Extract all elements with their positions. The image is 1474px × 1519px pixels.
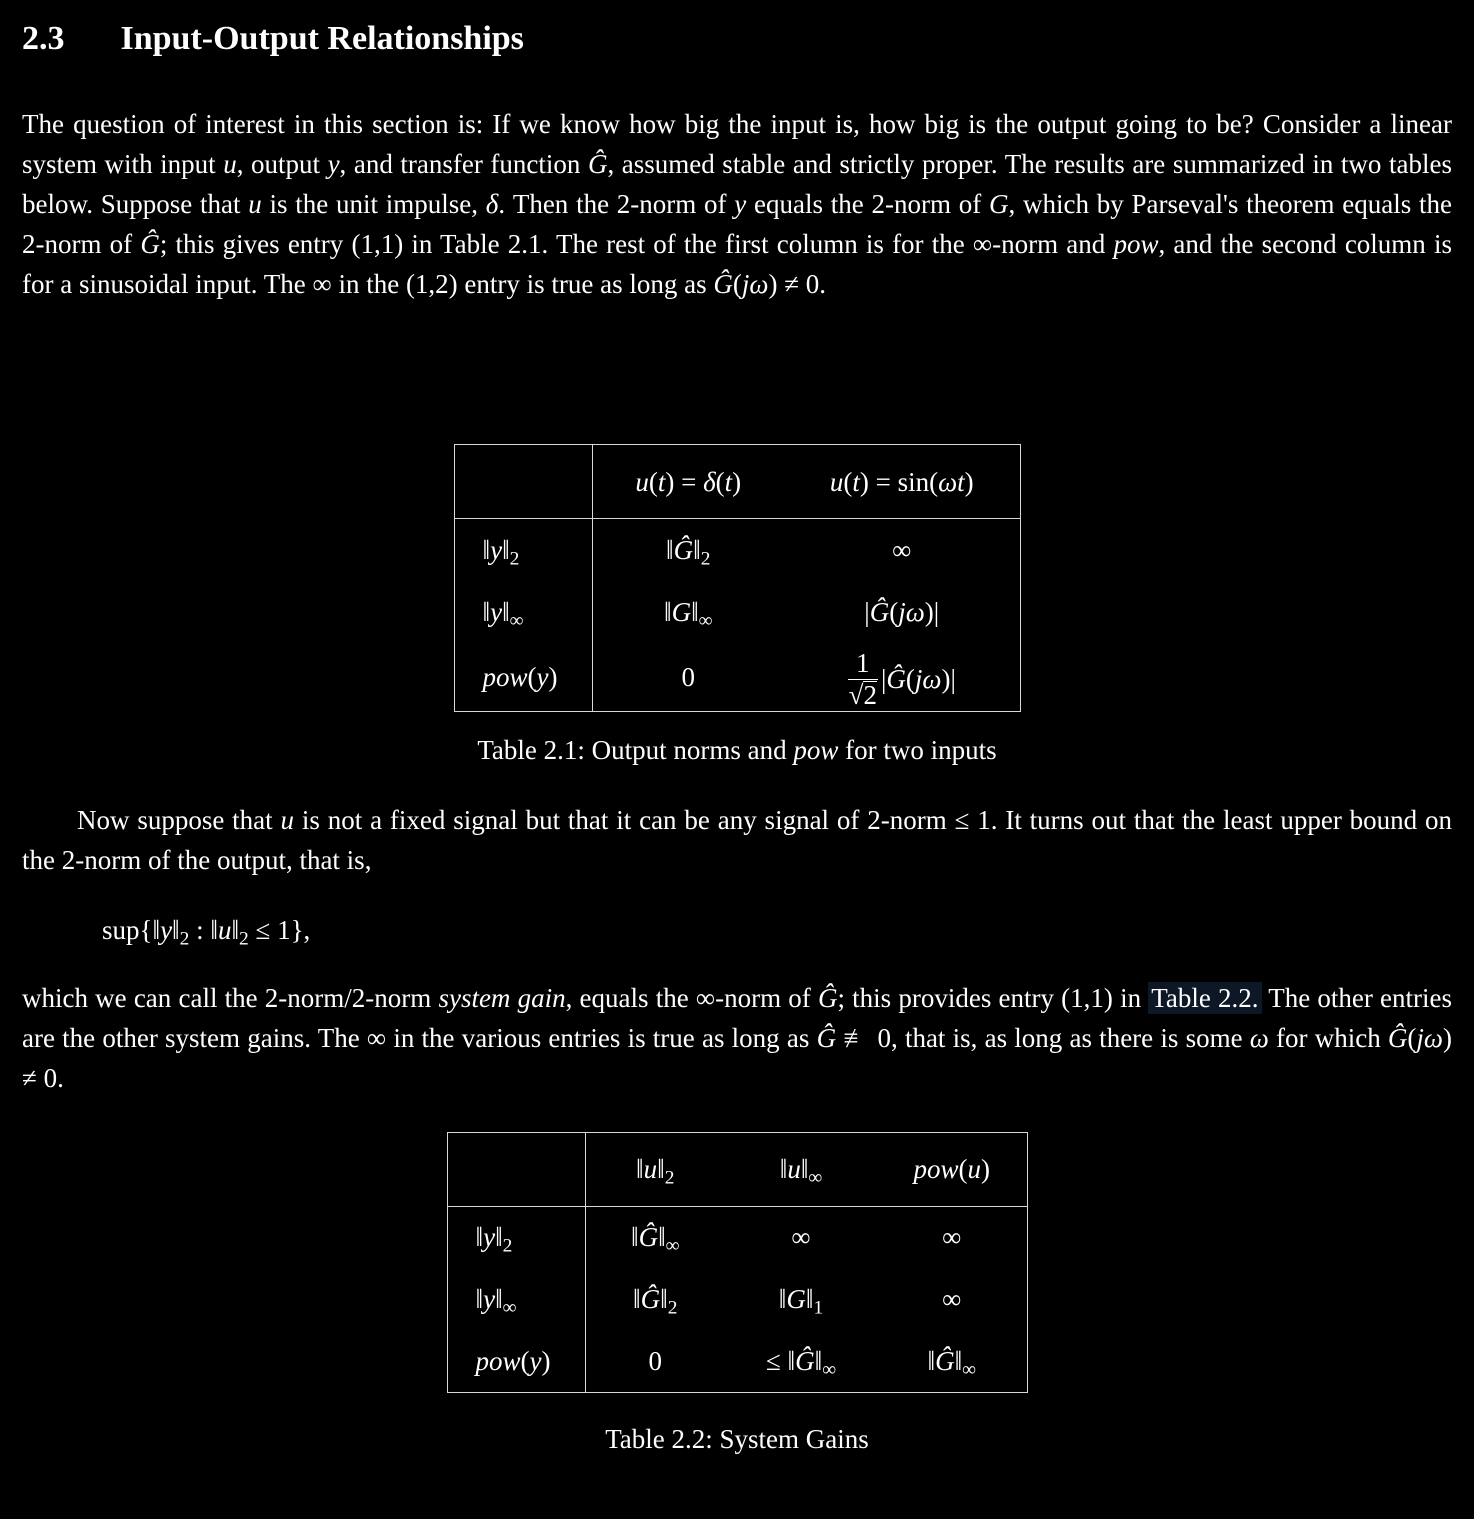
table-row xyxy=(447,1206,1027,1268)
row-label: pow(y) xyxy=(447,1330,585,1392)
section-heading xyxy=(22,16,1452,62)
column-header: pow(u) xyxy=(913,1154,990,1184)
row-label: $‖y‖_2$ xyxy=(454,519,592,581)
cell-value: 0 xyxy=(681,661,695,692)
equation-sup-norm: $sup\{‖y‖_2$ : $‖u‖_2 \le 1$}, xyxy=(102,914,311,949)
cell-value: ∞ xyxy=(942,1222,962,1253)
cell-value: $‖G‖_1$ xyxy=(778,1284,824,1319)
table-2-1-caption: Table 2.1: Output norms and pow for two inputs xyxy=(477,734,997,765)
table-row xyxy=(447,1268,1027,1330)
table-row xyxy=(454,581,1020,643)
row-label: pow(y) xyxy=(454,643,592,712)
table-2-2-link[interactable]: Table 2.2. xyxy=(1148,982,1261,1014)
row-label: $‖y‖_\infty$ xyxy=(454,581,592,643)
table-2-2-caption: Table 2.2: System Gains xyxy=(605,1423,869,1454)
cell-value: $‖G‖_\infty$ xyxy=(663,596,713,631)
section-title: Input-Output Relationships xyxy=(120,20,524,57)
cell-value: ≤ $‖Ĝ‖_\infty$ xyxy=(765,1345,837,1381)
cell-value: 0 xyxy=(648,1345,662,1376)
cell-value: $‖Ĝ‖_2$ xyxy=(633,1284,678,1319)
table-2-2-figure xyxy=(22,1132,1452,1459)
corner-cell xyxy=(454,445,592,519)
cell-value: $\frac{1}{√2}$ |Ĝ(jω)| xyxy=(848,647,956,710)
cell-value: $‖Ĝ‖_\infty$ xyxy=(630,1222,680,1257)
row-label: $‖y‖_\infty$ xyxy=(447,1268,585,1330)
section-number: 2.3 xyxy=(22,20,65,57)
paragraph-sup-intro: Now suppose that u is not a fixed signal but that it can be any signal of 2-norm ≤ 1. It turns out that the least upper bound on the 2-norm of the output, that is, xyxy=(22,804,1453,875)
output-norms-table xyxy=(454,444,1021,712)
table-row xyxy=(447,1330,1027,1392)
cell-value: $‖Ĝ‖_2$ xyxy=(666,534,711,570)
cell-value: ∞ xyxy=(791,1222,811,1253)
table-header-row xyxy=(454,445,1020,519)
table-row xyxy=(454,643,1020,712)
table-row xyxy=(454,519,1020,581)
column-header: u(t) = sin(ωt) xyxy=(829,466,974,497)
row-label: $‖y‖_2$ xyxy=(447,1206,585,1268)
column-header: $‖u‖_2$ xyxy=(636,1154,675,1189)
cell-value: ∞ xyxy=(942,1284,962,1314)
column-header: u(t) = δ(t) xyxy=(635,466,742,497)
paragraph-system-gains: which we can call the 2-norm/2-norm system gain, equals the ∞-norm of Ĝ; this provides entry (1,1) in Table 2.2. The other entries are the other system gains. The ∞ in the various entries is true as long as Ĝ ≢ 0, that is, as long as there is some ω for which Ĝ(jω) ≠ 0. xyxy=(22,982,1453,1093)
table-header-row xyxy=(447,1132,1027,1206)
corner-cell xyxy=(447,1132,585,1206)
column-header: $‖u‖_\infty$ xyxy=(779,1154,823,1189)
cell-value: |Ĝ(jω)| xyxy=(864,596,940,627)
cell-value: ∞ xyxy=(892,534,912,565)
system-gains-table xyxy=(447,1132,1028,1393)
cell-value: $‖Ĝ‖_\infty$ xyxy=(927,1345,977,1381)
table-2-1-figure xyxy=(22,444,1452,770)
paragraph-intro: The question of interest in this section is: If we know how big the input is, how big is the output going to be? Consider a linear system with input u, output y, and transfer function Ĝ, assumed stable and strictly proper. The results are summarized in two tables below. Suppose that u is the unit impulse, δ. Then the 2-norm of y equals the 2-norm of G, which by Parseval's theorem equals the 2-norm of Ĝ; this gives entry (1,1) in Table 2.1. The rest of the first column is for the ∞-norm and pow, and the second column is for a sinusoidal input. The ∞ in the (1,2) entry is true as long as Ĝ(jω) ≠ 0. xyxy=(22,109,1453,299)
